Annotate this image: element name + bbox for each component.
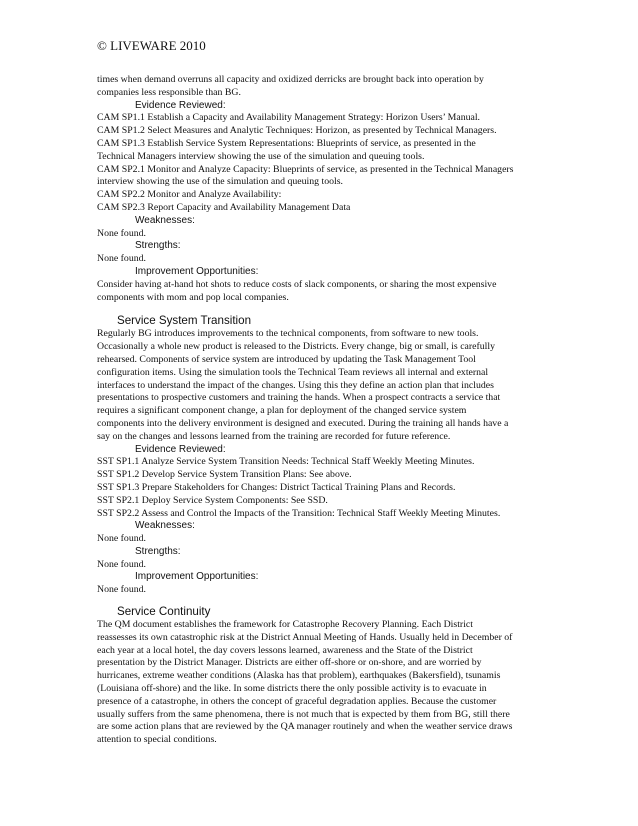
document-body	[97, 74, 531, 747]
sst-body-line: Regularly BG introduces improvements to the technical components, from software to new tools.	[97, 328, 479, 340]
scon-body-line: reassesses its own catastrophic risk at the District Annual Meeting of Hands. Usually held in December of	[97, 631, 513, 643]
scon-body-line: each year at a local hotel, the day covers lessons learned, awareness and the State of the District	[97, 644, 473, 656]
sst-body-line: components into the delivery environment is designed and executed. During the training all hands have a	[97, 417, 509, 429]
sst-body-line: requires a significant component change, a plan for deployment of the changed service system	[97, 405, 467, 417]
cam-strengths-text: None found.	[97, 253, 146, 265]
sst-improvement-heading: Improvement Opportunities:	[135, 571, 259, 583]
cam-strengths-heading: Strengths:	[135, 240, 181, 252]
cam-evidence-line: CAM SP2.2 Monitor and Analyze Availability:	[97, 189, 282, 201]
cam-evidence-line: interview showing the use of the simulation and queuing tools.	[97, 176, 343, 188]
cam-evidence-line: CAM SP1.1 Establish a Capacity and Availability Management Strategy: Horizon Users’ Manual.	[97, 112, 481, 124]
cam-evidence-heading: Evidence Reviewed:	[135, 99, 226, 111]
sst-strengths-text: None found.	[97, 558, 146, 570]
cam-evidence-line: Technical Managers interview showing the use of the simulation and queuing tools.	[97, 150, 425, 162]
sst-section-title: Service System Transition	[117, 314, 252, 328]
scon-body-line: (Louisiana off-shore) and the like. In some districts there the only possible activity is to evacuate in	[97, 683, 487, 695]
scon-body-line: presentation by the District Manager. Districts are either off-shore or on-shore, and are worried by	[97, 657, 482, 669]
sst-weaknesses-heading: Weaknesses:	[135, 520, 195, 532]
cam-improvement-line: components with mom and pop local companies.	[97, 291, 289, 303]
sst-evidence-line: SST SP1.2 Develop Service System Transition Plans: See above.	[97, 469, 352, 481]
sst-evidence-line: SST SP1.1 Analyze Service System Transition Needs: Technical Staff Weekly Meeting Minutes.	[97, 456, 475, 468]
cam-intro-line: times when demand overruns all capacity and oxidized derricks are brought back into operation by	[97, 74, 484, 85]
cam-evidence-line: CAM SP1.2 Select Measures and Analytic Techniques: Horizon, as presented by Technical Managers.	[97, 125, 497, 137]
sst-body-line: presentations to prospective customers and training the hands. When a prospect contracts a service that	[97, 392, 501, 404]
cam-evidence-line: CAM SP2.1 Monitor and Analyze Capacity: Blueprints of service, as presented in the Technical Managers	[97, 163, 514, 175]
cam-weaknesses-heading: Weaknesses:	[135, 214, 195, 226]
cam-improvement-line: Consider having at-hand hot shots to reduce costs of slack components, or sharing the most expensive	[97, 278, 497, 290]
sst-evidence-line: SST SP1.3 Prepare Stakeholders for Changes: District Tactical Training Plans and Records.	[97, 481, 456, 493]
cam-evidence-line: CAM SP2.3 Report Capacity and Availability Management Data	[97, 201, 351, 213]
cam-improvement-heading: Improvement Opportunities:	[135, 265, 259, 277]
scon-body-line: are some action plans that are reviewed by the QA manager routinely and when the weather service draws	[97, 721, 513, 733]
scon-body-line: presence of a catastrophe, in others the concept of graceful degradation applies. Because the customer	[97, 695, 497, 707]
scon-section-title: Service Continuity	[117, 605, 211, 619]
sst-evidence-line: SST SP2.1 Deploy Service System Components: See SSD.	[97, 494, 328, 506]
scon-body-line: usually suffers from the same phenomena, there is not much that is expected by them from BG, still there	[97, 708, 510, 720]
sst-body-line: interfaces to understand the impact of the changes. Using this they define an action plan that includes	[97, 379, 494, 391]
sst-body-line: configuration items. Using the simulation tools the Technical Team reviews all internal and external	[97, 366, 489, 378]
scon-body-line: hurricanes, extreme weather conditions (Alaska has that problem), earthquakes (Bakersfield), tsunamis	[97, 670, 501, 682]
sst-body-line: Occasionally a whole new product is released to the Districts. Every change, big or small, is carefully	[97, 341, 496, 353]
cam-weaknesses-text: None found.	[97, 227, 146, 239]
sst-body-line: rehearsed. Components of service system are introduced by updating the Task Management Tool	[97, 353, 476, 365]
page-header-copyright: © LIVEWARE 2010	[97, 38, 206, 53]
scon-body-line: attention to special conditions.	[97, 734, 217, 746]
sst-weaknesses-text: None found.	[97, 533, 146, 545]
sst-body-line: say on the changes and lessons learned from the training are recorded for future reference.	[97, 430, 451, 442]
cam-evidence-line: CAM SP1.3 Establish Service System Representations: Blueprints of service, as presented in the	[97, 137, 476, 149]
sst-evidence-line: SST SP2.2 Assess and Control the Impacts of the Transition: Technical Staff Weekly Meeting Minutes.	[97, 507, 501, 519]
sst-evidence-heading: Evidence Reviewed:	[135, 443, 226, 455]
cam-intro-line: companies less responsible than BG.	[97, 86, 241, 98]
scon-body-line: The QM document establishes the framework for Catastrophe Recovery Planning. Each District	[97, 619, 473, 631]
sst-strengths-heading: Strengths:	[135, 545, 181, 557]
sst-improvement-text: None found.	[97, 584, 146, 596]
